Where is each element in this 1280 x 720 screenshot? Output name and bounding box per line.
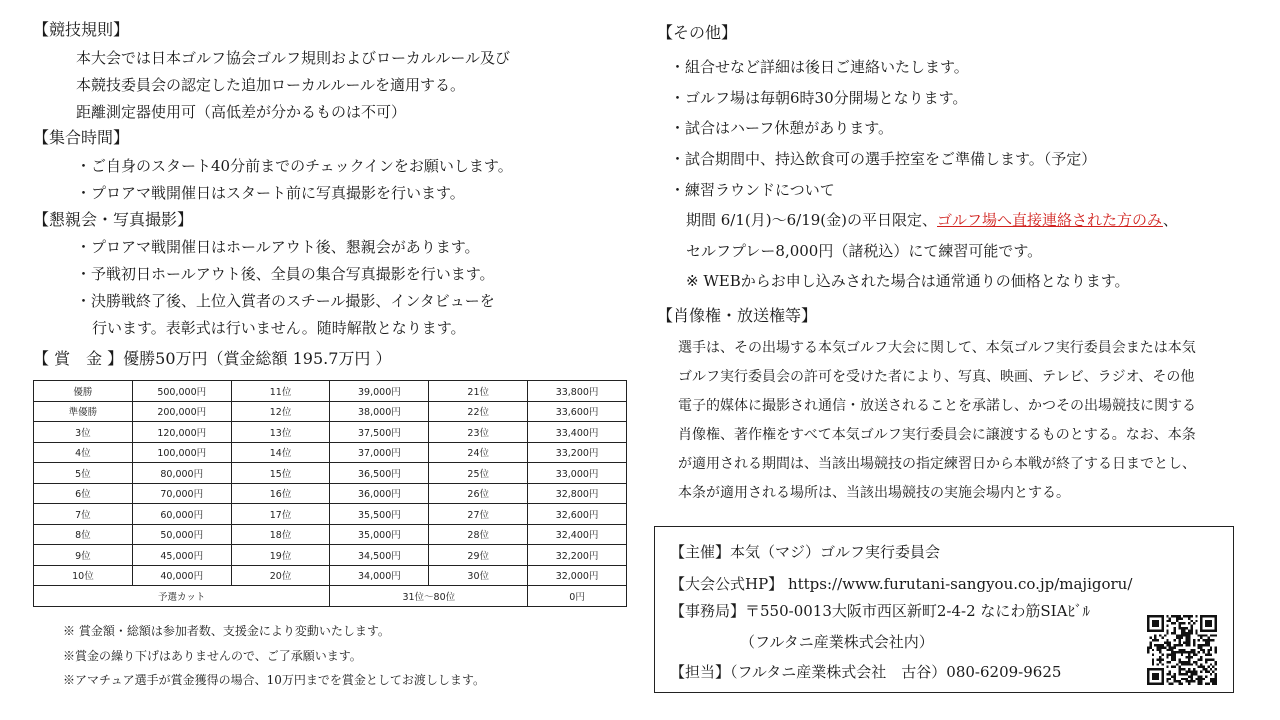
rank-cell: 7位 [34,504,133,525]
table-row [34,504,627,525]
website-line[interactable]: 【大会公式HP】 https://www.furutani-sangyou.co.jp/majigoru/ [670,575,1133,593]
qr-code-icon[interactable] [1147,615,1217,685]
table-row [34,463,627,484]
amount-cell: 33,200円 [528,442,627,463]
amount-cell: 35,500円 [330,504,429,525]
prize-table [33,380,627,607]
portrait-line: 肖像権、著作権をすべて本気ゴルフ実行委員会に譲渡するものとする。なお、本条 [678,427,1196,443]
table-row [34,422,627,443]
practice-direct-contact-link[interactable]: ゴルフ場へ直接連絡された方のみ [937,211,1163,229]
social-line: 行います。表彰式は行いません。随時解散となります。 [92,319,466,337]
rank-cell: 12位 [231,401,330,422]
table-row [34,545,627,566]
amount-cell: 33,600円 [528,401,627,422]
portrait-line: が適用される期間は、当該出場競技の指定練習日から本戦が終了する日までとし、 [678,456,1196,472]
portrait-line: 電子的媒体に撮影され通信・放送されることを承諾し、かつその出場競技に関する [678,398,1196,414]
rank-cell: 28位 [429,524,528,545]
rank-cell: 15位 [231,463,330,484]
assembly-heading: 【集合時間】 [33,128,130,147]
rank-cell: 26位 [429,483,528,504]
practice-period-line [686,210,1178,230]
amount-cell: 40,000円 [132,565,231,586]
rank-cell: 23位 [429,422,528,443]
social-heading: 【懇親会・写真撮影】 [33,210,194,229]
table-row [34,381,627,402]
table-row [34,401,627,422]
rank-cell: 3位 [34,422,133,443]
other-line: ・組合せなど詳細は後日ご連絡いたします。 [670,58,969,76]
rank-cell: 21位 [429,381,528,402]
social-line: ・予戦初日ホールアウト後、全員の集合写真撮影を行います。 [76,265,495,283]
rank-cell: 25位 [429,463,528,484]
amount-cell: 50,000円 [132,524,231,545]
amount-cell: 33,800円 [528,381,627,402]
rank-cell: 29位 [429,545,528,566]
amount-cell: 39,000円 [330,381,429,402]
rank-cell: 16位 [231,483,330,504]
rank-cell: 6位 [34,483,133,504]
rank-cell: 5位 [34,463,133,484]
cut-range-cell: 31位～80位 [330,586,528,607]
amount-cell: 32,400円 [528,524,627,545]
amount-cell: 80,000円 [132,463,231,484]
amount-cell: 35,000円 [330,524,429,545]
cut-amount-cell: 0円 [528,586,627,607]
assembly-line: ・プロアマ戦開催日はスタート前に写真撮影を行います。 [76,184,465,202]
amount-cell: 34,500円 [330,545,429,566]
office-line: 【事務局】〒550-0013大阪市西区新町2-4-2 なにわ筋SIAﾋﾞﾙ [670,602,1090,620]
rank-cell: 13位 [231,422,330,443]
portrait-line: 選手は、その出場する本気ゴルフ大会に関して、本気ゴルフ実行委員会または本気 [678,340,1196,356]
rank-cell: 準優勝 [34,401,133,422]
other-line: ・練習ラウンドについて [670,181,835,199]
practice-period-suffix: 、 [1162,211,1178,229]
practice-web-note: ※ WEBからお申し込みされた場合は通常通りの価格となります。 [686,272,1130,290]
other-line: ・試合期間中、持込飲食可の選手控室をご準備します。（予定） [670,150,1097,168]
portrait-line: 本条が適用される場所は、当該出場競技の実施会場内とする。 [678,485,1070,501]
rank-cell: 18位 [231,524,330,545]
organizer-line: 【主催】本気（マジ）ゴルフ実行委員会 [670,543,941,561]
amount-cell: 60,000円 [132,504,231,525]
table-row [34,442,627,463]
amount-cell: 38,000円 [330,401,429,422]
rank-cell: 24位 [429,442,528,463]
rank-cell: 20位 [231,565,330,586]
amount-cell: 500,000円 [132,381,231,402]
assembly-line: ・ご自身のスタート40分前までのチェックインをお願いします。 [76,157,513,175]
rank-cell: 優勝 [34,381,133,402]
other-line: ・ゴルフ場は毎朝6時30分開場となります。 [670,89,968,107]
amount-cell: 32,800円 [528,483,627,504]
amount-cell: 200,000円 [132,401,231,422]
amount-cell: 33,000円 [528,463,627,484]
social-line: ・プロアマ戦開催日はホールアウト後、懇親会があります。 [76,238,480,256]
amount-cell: 32,200円 [528,545,627,566]
amount-cell: 32,000円 [528,565,627,586]
contact-line: 【担当】（フルタニ産業株式会社 古谷）080-6209-9625 [670,663,1062,681]
rank-cell: 8位 [34,524,133,545]
prize-note: ※賞金の繰り下げはありませんので、ご了承願います。 [63,649,362,663]
rank-cell: 9位 [34,545,133,566]
portrait-line: ゴルフ実行委員会の許可を受けた者により、写真、映画、テレビ、ラジオ、その他 [678,369,1195,385]
social-line: ・決勝戦終了後、上位入賞者のスチール撮影、インタビューを [76,292,495,310]
amount-cell: 37,000円 [330,442,429,463]
table-row [34,483,627,504]
amount-cell: 36,000円 [330,483,429,504]
table-row-cut [34,586,627,607]
prize-note: ※ 賞金額・総額は参加者数、支援金により変動いたします。 [63,624,390,638]
rank-cell: 22位 [429,401,528,422]
prize-heading: 【 賞 金 】優勝50万円（賞金総額 195.7万円 ） [33,349,392,368]
cut-label-cell: 予選カット [34,586,330,607]
rank-cell: 27位 [429,504,528,525]
amount-cell: 33,400円 [528,422,627,443]
amount-cell: 36,500円 [330,463,429,484]
practice-price-line: セルフプレー8,000円（諸税込）にて練習可能です。 [686,242,1043,260]
rank-cell: 30位 [429,565,528,586]
practice-period-text: 期間 6/1(月)～6/19(金)の平日限定、 [686,211,938,229]
amount-cell: 32,600円 [528,504,627,525]
rules-heading: 【競技規則】 [33,20,130,39]
rules-line: 距離測定器使用可（高低差が分かるものは不可） [76,103,407,121]
rank-cell: 14位 [231,442,330,463]
other-line: ・試合はハーフ休憩があります。 [670,119,894,137]
rules-line: 本大会では日本ゴルフ協会ゴルフ規則およびローカルルール及び [76,49,511,67]
office-sub-line: （フルタニ産業株式会社内） [740,633,934,651]
rank-cell: 17位 [231,504,330,525]
rank-cell: 10位 [34,565,133,586]
table-row [34,565,627,586]
rank-cell: 11位 [231,381,330,402]
amount-cell: 37,500円 [330,422,429,443]
amount-cell: 45,000円 [132,545,231,566]
table-row [34,524,627,545]
amount-cell: 100,000円 [132,442,231,463]
amount-cell: 120,000円 [132,422,231,443]
portrait-heading: 【肖像権・放送権等】 [657,306,818,325]
rank-cell: 19位 [231,545,330,566]
amount-cell: 34,000円 [330,565,429,586]
rules-line: 本競技委員会の認定した追加ローカルルールを適用する。 [76,76,466,94]
amount-cell: 70,000円 [132,483,231,504]
other-heading: 【その他】 [657,23,738,42]
rank-cell: 4位 [34,442,133,463]
prize-note: ※アマチュア選手が賞金獲得の場合、10万円までを賞金としてお渡しします。 [63,673,485,687]
